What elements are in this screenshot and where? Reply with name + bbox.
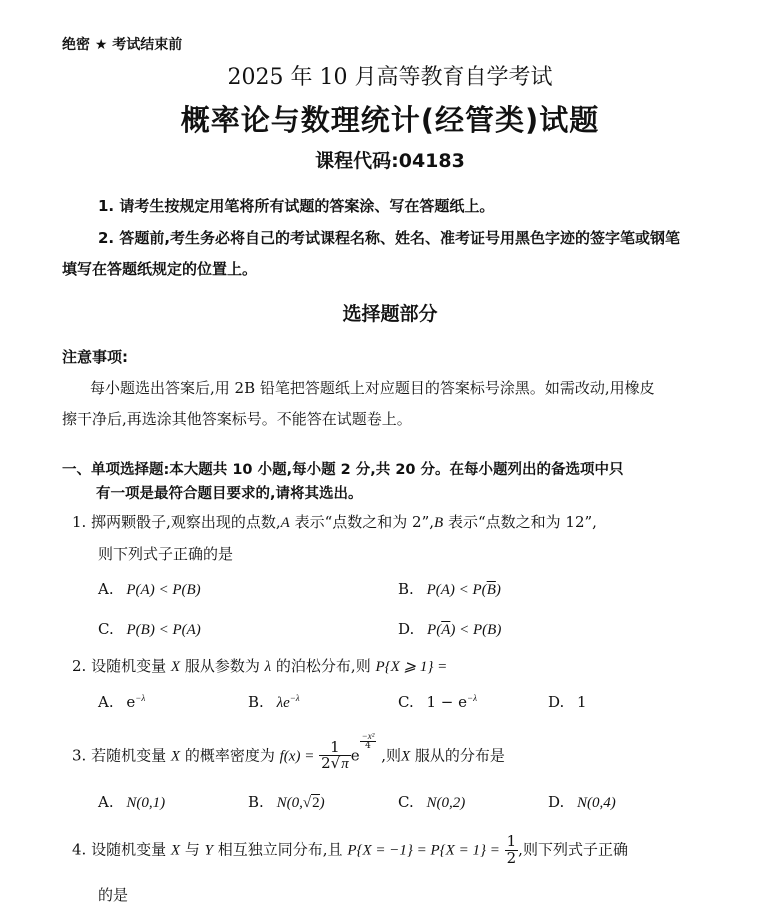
fraction-numerator: 1 (319, 740, 351, 757)
density-label: f(x) = (279, 748, 315, 765)
question-1 (72, 511, 597, 532)
question-text: 若随机变量 (91, 746, 167, 765)
instruction-line-1: 1. 请考生按规定用笔将所有试题的答案涂、写在答题纸上。 (98, 197, 495, 215)
option-label: C. (98, 620, 114, 638)
question-text: 服从参数为 (184, 657, 260, 675)
option-expr: ) < P(B) (450, 622, 502, 638)
exponent-fraction (360, 732, 377, 752)
option-label: B. (248, 693, 264, 711)
variable-x: X (170, 842, 181, 859)
option-label: A. (98, 580, 114, 598)
question-text: ,则下列式子正确 (518, 840, 628, 859)
q1-option-d[interactable] (398, 620, 501, 639)
probability-expr: P{X = −1} = P{X = 1} = (347, 842, 500, 859)
option-label: C. (398, 693, 414, 711)
question-text: 掷两颗骰子,观察出现的点数, (91, 513, 281, 531)
fraction-denominator: 2 (321, 754, 331, 773)
question-text: 的概率密度为 (184, 746, 275, 765)
lambda-symbol: λ (264, 659, 272, 675)
notes-line-2: 擦干净后,再选涂其他答案标号。不能答在试题卷上。 (62, 410, 412, 428)
option-expr: 1 (577, 693, 587, 711)
exam-title: 2025 年 10 月高等教育自学考试 (227, 65, 553, 90)
q2-option-d[interactable] (548, 693, 587, 711)
secret-label: 绝密 ★ 考试结束前 (62, 37, 183, 53)
option-expr-complement: $\overline{A}$ (441, 622, 451, 638)
question-text: 相互独立同分布,且 (217, 840, 343, 859)
radicand: π (341, 756, 349, 773)
option-expr: P(B) < P(A) (126, 622, 201, 638)
exponential-base: e (350, 746, 360, 765)
q1-option-c[interactable] (98, 620, 201, 639)
option-label: A. (98, 793, 114, 811)
option-expr-complement: $\overline{B}$ (486, 582, 496, 598)
part-one-line-1: 一、单项选择题:本大题共 10 小题,每小题 2 分,共 20 分。在每小题列出的备选项中只 (62, 462, 624, 478)
option-expr: e (126, 693, 136, 711)
question-3 (72, 732, 505, 773)
question-text: 服从的分布是 (414, 746, 505, 765)
q3-option-a[interactable] (98, 793, 165, 812)
question-text: 设随机变量 (91, 840, 167, 859)
event-a: A (280, 515, 290, 531)
option-label: D. (548, 793, 565, 811)
question-number: 3. (72, 746, 87, 765)
variable-x: X (170, 659, 181, 675)
q2-option-a[interactable] (98, 693, 145, 711)
option-expr: ) (319, 795, 325, 811)
half-fraction (505, 834, 519, 867)
option-expr: P( (427, 622, 442, 638)
fraction-denominator: 2 (506, 848, 517, 867)
q3-option-d[interactable] (548, 793, 616, 812)
q2-option-b[interactable] (248, 693, 300, 712)
instruction-line-2: 2. 答题前,考生务必将自己的考试课程名称、姓名、准考证号用黑色字迹的签字笔或钢笔 (98, 229, 681, 247)
section-title: 选择题部分 (342, 303, 438, 325)
variable-y: Y (204, 842, 213, 859)
question-text: 设随机变量 (91, 657, 167, 675)
notes-title: 注意事项: (62, 348, 128, 366)
option-label: B. (398, 580, 414, 598)
variable-x: X (170, 748, 181, 765)
event-b: B (434, 515, 444, 531)
question-text: 表示“点数之和为 2”, (294, 513, 435, 531)
question-text: ,则 (381, 746, 401, 765)
q3-option-c[interactable] (398, 793, 465, 812)
option-label: A. (98, 693, 114, 711)
option-label: D. (398, 620, 415, 638)
part-one-line-2: 有一项是最符合题目要求的,请将其选出。 (96, 486, 363, 502)
question-text: 的泊松分布,则 (275, 657, 371, 675)
option-label: D. (548, 693, 565, 711)
option-expr: N(0,2) (426, 795, 466, 811)
question-1-line-2: 则下列式子正确的是 (98, 545, 234, 563)
option-expr: P(A) < P( (426, 582, 487, 598)
option-expr: N(0, (276, 795, 303, 811)
option-label: C. (398, 793, 414, 811)
question-number: 4. (72, 840, 87, 859)
course-code: 课程代码:04183 (315, 150, 465, 172)
variable-x: X (400, 748, 411, 765)
q2-option-c[interactable] (398, 693, 477, 711)
probability-expr: P{X ⩾ 1} = (375, 659, 448, 675)
option-expr: λe (276, 695, 290, 711)
fraction-numerator: 1 (506, 832, 517, 850)
exponent-numerator: −x² (361, 731, 375, 741)
question-number: 2. (72, 657, 87, 675)
radicand: 2 (312, 795, 320, 811)
notes-line-1: 每小题选出答案后,用 2B 铅笔把答题纸上对应题目的答案标号涂黑。如需改动,用橡皮 (90, 379, 655, 397)
exponent-denominator: 4 (365, 741, 371, 752)
option-exponent: −λ (289, 693, 300, 703)
question-4 (72, 834, 628, 867)
option-label: B. (248, 793, 264, 811)
question-text: 表示“点数之和为 12”, (447, 513, 597, 531)
q3-option-b[interactable]: B. N(0,√2) (248, 793, 325, 811)
option-expr: 1 − e (426, 693, 468, 711)
option-exponent: −λ (467, 693, 478, 703)
density-fraction: $\frac{1}{2√\pi}$ (321, 737, 349, 773)
option-expr: ) (495, 582, 501, 598)
option-expr: P(A) < P(B) (126, 582, 201, 598)
q1-option-b[interactable] (398, 580, 501, 599)
question-number: 1. (72, 513, 87, 531)
subject-title: 概率论与数理统计(经管类)试题 (180, 103, 600, 137)
question-text: 与 (184, 840, 200, 859)
option-expr: N(0,4) (577, 795, 616, 811)
option-exponent: −λ (135, 693, 146, 703)
question-4-line-2: 的是 (98, 886, 129, 904)
instruction-line-3: 填写在答题纸规定的位置上。 (62, 260, 258, 278)
question-2 (72, 655, 447, 676)
option-expr: N(0,1) (126, 795, 166, 811)
q1-option-a[interactable] (98, 580, 201, 599)
